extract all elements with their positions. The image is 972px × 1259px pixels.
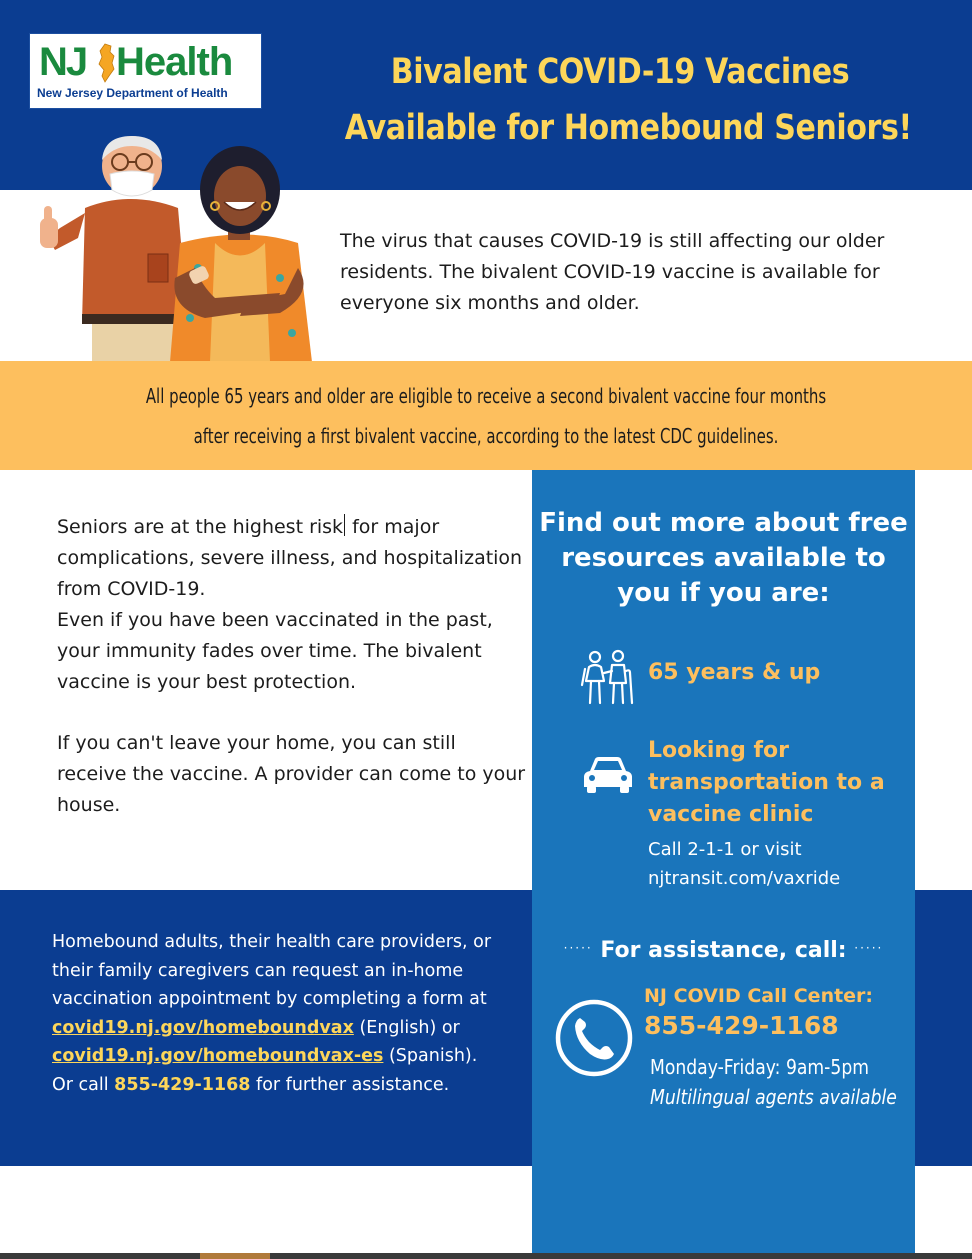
call-center-name: NJ COVID Call Center: bbox=[644, 985, 874, 1007]
eligibility-line-1: All people 65 years and older are eligible to receive a second bivalent vaccine four months bbox=[145, 384, 827, 408]
homebound-paragraph bbox=[52, 928, 522, 1099]
age-eligibility-label: 65 years & up bbox=[648, 660, 821, 685]
logo-nj-text: NJ bbox=[39, 40, 87, 84]
risk-paragraph bbox=[57, 512, 527, 698]
assistance-heading bbox=[532, 938, 915, 963]
english-label: (English) or bbox=[353, 1017, 460, 1038]
title-line-2: Available for Homebound Seniors! bbox=[344, 108, 912, 148]
logo-subtitle: New Jersey Department of Health bbox=[37, 86, 228, 100]
homebound-link-spanish[interactable]: covid19.nj.gov/homeboundvax-es bbox=[52, 1046, 384, 1066]
elderly-couple-icon bbox=[580, 647, 636, 707]
logo-health-text: Health bbox=[116, 40, 233, 84]
transportation-label: Looking for transportation to a vaccine clinic bbox=[648, 738, 885, 827]
nj-health-logo bbox=[29, 33, 262, 109]
senior-couple-illustration bbox=[30, 118, 320, 362]
transportation-detail: Call 2-1-1 or visit njtransit.com/vaxride bbox=[648, 839, 841, 889]
assist-dots-right: ····· bbox=[854, 941, 884, 955]
footer-strip-accent bbox=[200, 1253, 270, 1259]
assistance-label: For assistance, call: bbox=[600, 938, 847, 963]
homebound-phone[interactable]: 855-429-1168 bbox=[114, 1074, 251, 1095]
title-line-1: Bivalent COVID-19 Vaccines bbox=[390, 52, 850, 92]
eligibility-line-2: after receiving a first bivalent vaccine, according to the latest CDC guidelines. bbox=[193, 424, 779, 448]
text-cursor bbox=[344, 514, 345, 536]
footer-strip bbox=[0, 1253, 972, 1259]
homebound-link-english[interactable]: covid19.nj.gov/homeboundvax bbox=[52, 1017, 354, 1038]
new-jersey-state-icon bbox=[96, 43, 116, 83]
risk-text-end: for major complications, severe illness, and hospitalization from COVID-19. bbox=[57, 516, 523, 600]
further-text: for further assistance. bbox=[250, 1074, 450, 1095]
car-icon bbox=[582, 755, 634, 795]
assist-dots-left: ····· bbox=[563, 941, 593, 955]
resources-heading: Find out more about free resources available to you if you are: bbox=[539, 508, 908, 608]
home-provider-paragraph: If you can't leave your home, you can still receive the vaccine. A provider can come to your house. bbox=[57, 732, 526, 816]
or-call-text: Or call bbox=[52, 1074, 115, 1095]
call-center-hours: Monday-Friday: 9am-5pm bbox=[650, 1055, 870, 1079]
immunity-text: Even if you have been vaccinated in the past, your immunity fades over time. The bivalent vaccine is your best protection. bbox=[57, 609, 493, 693]
call-center-phone[interactable]: 855-429-1168 bbox=[644, 1011, 839, 1040]
phone-icon bbox=[554, 998, 634, 1078]
spanish-label: (Spanish). bbox=[383, 1046, 478, 1066]
multilingual-note: Multilingual agents available bbox=[650, 1085, 897, 1109]
eligibility-text bbox=[40, 376, 932, 456]
homebound-intro: Homebound adults, their health care providers, or their family caregivers can request an in-home vaccination appointment by completing a form at bbox=[52, 932, 492, 1009]
page-title bbox=[300, 44, 940, 156]
risk-text-start: Seniors are at the highest risk bbox=[57, 516, 344, 538]
intro-paragraph: The virus that causes COVID-19 is still affecting our older residents. The bivalent COVID-19 vaccine is available for everyone six months and older. bbox=[340, 230, 885, 314]
